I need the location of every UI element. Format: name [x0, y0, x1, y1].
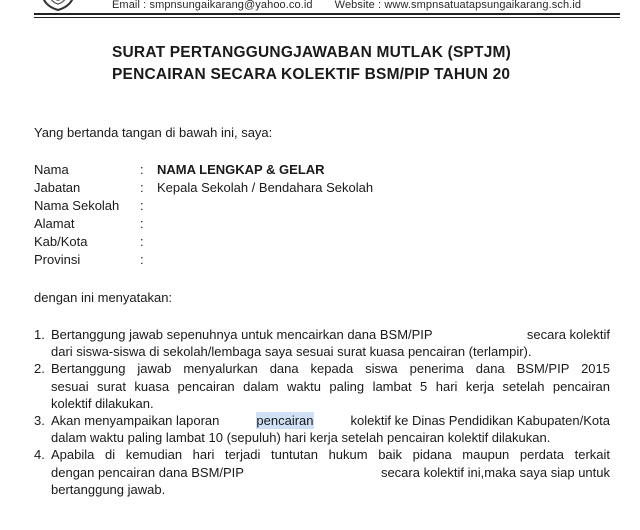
statement-points-list [34, 326, 610, 498]
list-item [34, 326, 610, 360]
list-item-line: kolektif dilakukan. [51, 395, 154, 411]
identity-label: Alamat [34, 216, 75, 231]
identity-colon: : [140, 234, 144, 249]
list-item-text: secara kolektif [526, 327, 610, 342]
identity-colon: : [140, 252, 144, 267]
list-item-text: Akan menyampaikan laporan [51, 413, 220, 429]
list-item-text: Bertanggung jawab sepenuhnya untuk mencairkan dana BSM/PIP [51, 327, 433, 342]
list-item [34, 360, 610, 412]
document-title-line-1: SURAT PERTANGGUNGJAWABAN MUTLAK (SPTJM) [112, 44, 512, 61]
list-item-number: 1. [34, 327, 45, 342]
identity-colon: : [140, 216, 144, 231]
list-item-text: kolektif ke Dinas Pendidikan Kabupaten/Kota [350, 413, 610, 429]
list-item-line: sesuai surat kuasa pencairan dalam waktu paling lambat 5 hari kerja setelah pencairan [51, 378, 610, 394]
list-item-line: dari siswa-siswa di sekolah/lembaga saya sesuai surat kuasa pencairan (terlampir). [51, 344, 532, 360]
list-item [34, 412, 610, 446]
list-item-line: Bertanggung jawab menyalurkan dana kepada siswa penerima dana BSM/PIP 2015 [51, 361, 610, 377]
identity-colon: : [140, 162, 144, 177]
identity-colon: : [140, 198, 144, 213]
identity-label: Provinsi [34, 252, 81, 267]
list-item-line [51, 412, 610, 429]
list-item-text: dengan pencairan dana BSM/PIP [51, 464, 244, 480]
identity-label: Jabatan [34, 180, 81, 195]
intro-text: Yang bertanda tangan di bawah ini, saya: [34, 125, 273, 140]
school-logo-icon [38, 0, 78, 14]
document-title-line-2: PENCAIRAN SECARA KOLEKTIF BSM/PIP TAHUN 20 [112, 66, 511, 83]
highlighted-text: pencairan [256, 413, 314, 429]
letterhead-email: Email : smpnsungaikarang@yahoo.co.id [112, 0, 313, 11]
letterhead-rule-thin [34, 17, 620, 18]
list-item-line [51, 326, 610, 343]
letterhead-rule-thick [34, 13, 620, 15]
identity-label: Nama Sekolah [34, 198, 120, 213]
list-item-line: Apabila di kemudian hari terjadi tuntutan hukum baik pidana maupun perdata terkait [51, 447, 610, 463]
identity-colon: : [140, 180, 144, 195]
list-item-line: bertanggung jawab. [51, 481, 166, 497]
identity-label: Kab/Kota [34, 234, 88, 249]
list-item-text: secara kolektif ini,maka saya siap untuk [380, 464, 610, 480]
letterhead-website: Website : www.smpnsatuatapsungaikarang.sch.id [334, 0, 582, 11]
identity-value: Kepala Sekolah / Bendahara Sekolah [157, 180, 374, 195]
identity-label: Nama [34, 162, 69, 177]
list-item-number: 4. [34, 447, 45, 463]
list-item-number: 2. [34, 361, 45, 377]
identity-value: NAMA LENGKAP & GELAR [157, 162, 325, 177]
statement-text: dengan ini menyatakan: [34, 290, 173, 305]
list-item [34, 446, 610, 498]
list-item-number: 3. [34, 413, 45, 429]
list-item-line: dalam waktu paling lambat 10 (sepuluh) hari kerja setelah pencairan kolektif dilakukan. [51, 430, 551, 446]
list-item-line [51, 464, 610, 481]
letterhead-contact [112, 0, 581, 11]
